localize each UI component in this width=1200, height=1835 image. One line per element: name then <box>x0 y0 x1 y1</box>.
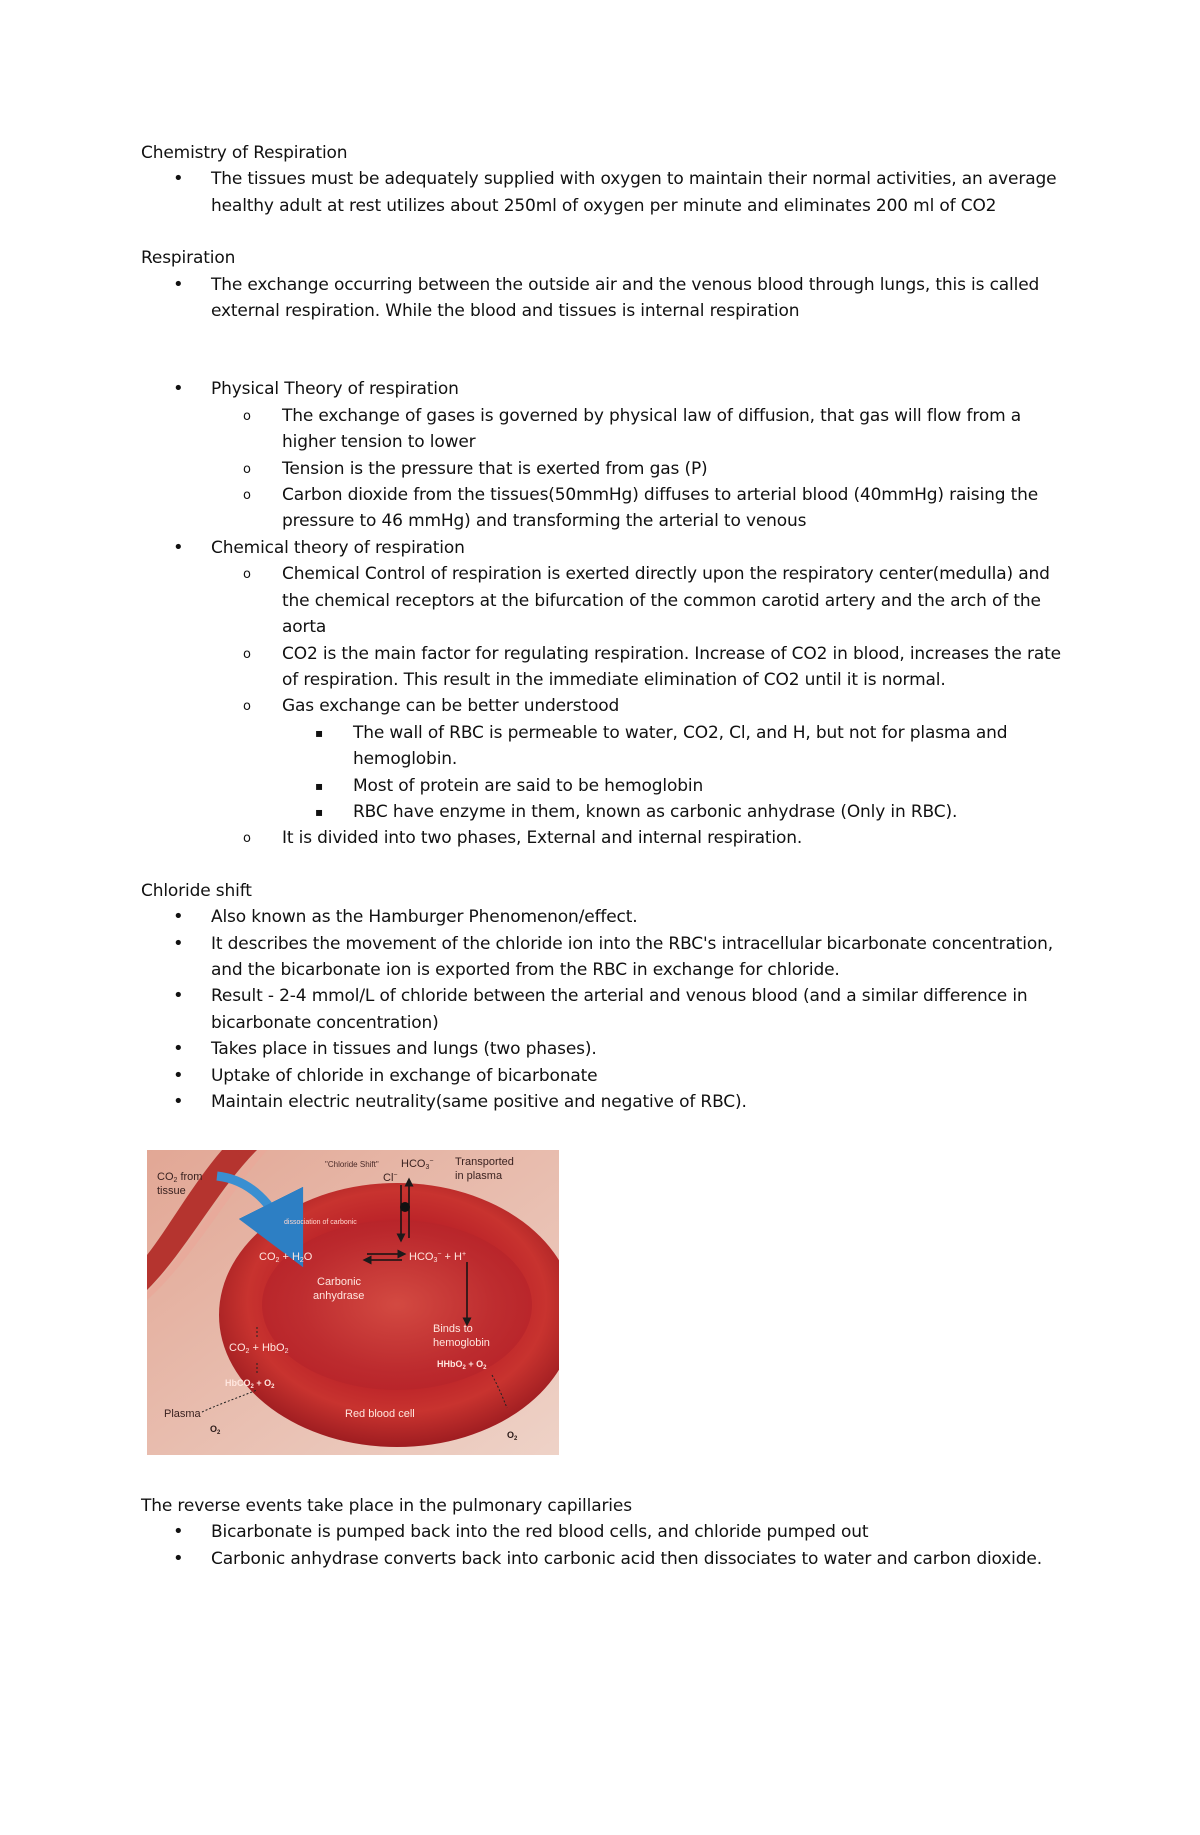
heading-chemistry-of-respiration: Chemistry of Respiration <box>141 143 348 163</box>
square-bullet: ▪ <box>315 804 323 819</box>
list-item: • The exchange occurring between the outside air and the venous blood through lungs, this is called external respiration. While the blood and tissues is internal respiration <box>173 273 1040 322</box>
list-item: • Maintain electric neutrality(same positive and negative of RBC). <box>141 1089 1071 1115</box>
chloride-shift-diagram <box>147 1150 559 1455</box>
cl-label: Cl− <box>383 1172 398 1184</box>
circle-bullet: o <box>243 699 251 715</box>
plasma-label: Plasma <box>164 1408 201 1420</box>
document-body-continued <box>141 1493 1071 1572</box>
bullet-dot: • <box>173 985 184 1007</box>
co2-from-tissue-label: CO2 from <box>157 1171 203 1184</box>
bullet-dot: • <box>173 906 184 928</box>
list-item: • Also known as the Hamburger Phenomenon/effect. <box>141 904 1071 930</box>
bullet-list <box>141 272 1071 325</box>
bullet-dot: • <box>173 1521 184 1543</box>
list-item: ▪ Most of protein are said to be hemoglobin <box>282 773 1071 799</box>
svg-text:anhydrase: anhydrase <box>313 1290 365 1302</box>
square-bullet: ▪ <box>315 778 323 793</box>
circle-bullet: o <box>243 488 251 504</box>
reaction-left: CO2 + H2O <box>259 1251 313 1264</box>
sub-list <box>211 403 1071 535</box>
list-item: o CO2 is the main factor for regulating respiration. Increase of CO2 in blood, increases the rate of respiration. This result in the immediate elimination of CO2 until it is normal. <box>243 643 1061 690</box>
list-item: • Chemical theory of respiration o Chemical Control of respiration is exerted directly upon the respiratory center(medulla) and the chemical receptors at the bifurcation of the common carotid artery and the arch of the aorta o CO2 is the main factor for regulating respiration. Increase of CO2 in blood, increases the rate of respiration. This result in the immediate elimination of CO2 until it is normal. o Gas exchange can be better understood ▪ The wall of RBC is permeable to water, CO2, Cl, and H, but not for plasma and hemoglobin. ▪ Most of protein are said to be hemoglobin ▪ RBC have enzyme in them, known as carbonic anhydrase (Only in RBC). o It is divided into two phases, External and internal respiration. <box>141 535 1071 852</box>
list-item: • Bicarbonate is pumped back into the red blood cells, and chloride pumped out <box>141 1519 1071 1545</box>
svg-text:hemoglobin: hemoglobin <box>433 1337 490 1349</box>
carbonic-anhydrase-label: Carbonic <box>317 1276 362 1288</box>
list-item: o Gas exchange can be better understood ▪ The wall of RBC is permeable to water, CO2, Cl, and H, but not for plasma and hemoglobin. ▪ Most of protein are said to be hemoglobin ▪ RBC have enzyme in them, known as carbonic anhydrase (Only in RBC). <box>211 693 1071 825</box>
co2-hbo2-label: CO2 + HbO2 <box>229 1342 289 1355</box>
bullet-dot: • <box>173 1064 184 1086</box>
list-item: o Tension is the pressure that is exerted from gas (P) <box>211 456 1071 482</box>
hhbo2-label: HHbO$_2$ + $O_2$ <box>437 1359 487 1371</box>
reaction-right: HCO3− + H+ <box>409 1251 467 1264</box>
list-item: • Result - 2-4 mmol/L of chloride between the arterial and venous blood (and a similar difference in bicarbonate concentration) <box>173 985 1028 1033</box>
exchanger-dot <box>400 1202 410 1212</box>
bullet-list <box>141 904 1071 1115</box>
bullet-dot: • <box>173 1038 184 1060</box>
red-blood-cell-label: Red blood cell <box>345 1408 415 1420</box>
bullet-dot: • <box>173 378 184 400</box>
circle-bullet: o <box>243 408 251 424</box>
list-item: o It is divided into two phases, External and internal respiration. <box>211 825 1071 851</box>
bullet-list <box>141 376 1071 851</box>
bullet-dot: • <box>173 932 184 954</box>
bullet-dot: • <box>173 1091 184 1112</box>
list-item: • The tissues must be adequately supplied with oxygen to maintain their normal activities, an average healthy adult at rest utilizes about 250ml of oxygen per minute and eliminates 200 ml of CO2 <box>173 168 1057 216</box>
circle-bullet: o <box>243 646 251 662</box>
circle-bullet: o <box>243 461 251 477</box>
circle-bullet: o <box>243 567 251 583</box>
list-item: • It describes the movement of the chloride ion into the RBC's intracellular bicarbonate concentration, and the bicarbonate ion is exported from the RBC in exchange for chloride. <box>173 932 1053 980</box>
chloride-shift-label: "Chloride Shift" <box>325 1160 379 1169</box>
list-item: o Carbon dioxide from the tissues(50mmHg) diffuses to arterial blood (40mmHg) raising the pressure to 46 mmHg) and transforming the arterial to venous <box>243 485 1039 532</box>
heading-reverse-events: The reverse events take place in the pulmonary capillaries <box>141 1496 632 1516</box>
list-item: • Carbonic anhydrase converts back into carbonic acid then dissociates to water and carbon dioxide. <box>141 1546 1071 1572</box>
bullet-list <box>141 166 1071 219</box>
o2-right-label: $O_2$ <box>507 1430 518 1442</box>
bullet-dot: • <box>173 1547 184 1569</box>
svg-text:tissue: tissue <box>157 1185 186 1197</box>
bullet-list <box>141 1519 1071 1572</box>
list-item: ▪ RBC have enzyme in them, known as carbonic anhydrase (Only in RBC). <box>282 799 1071 825</box>
svg-text:in plasma: in plasma <box>455 1170 503 1182</box>
sub-sub-list <box>282 720 1071 826</box>
transported-in-plasma-label: Transported <box>455 1156 514 1168</box>
list-item: ▪ The wall of RBC is permeable to water, CO2, Cl, and H, but not for plasma and hemoglobin. <box>282 720 1071 773</box>
list-item: • Takes place in tissues and lungs (two phases). <box>141 1036 1071 1062</box>
bullet-dot: • <box>173 536 184 558</box>
circle-bullet: o <box>243 831 251 847</box>
list-item: o Chemical Control of respiration is exerted directly upon the respiratory center(medulla) and the chemical receptors at the bifurcation of the common carotid artery and the arch of the aorta <box>243 564 1050 638</box>
sub-list <box>211 561 1071 851</box>
list-item: o The exchange of gases is governed by physical law of diffusion, that gas will flow from a higher tension to lower <box>243 405 1022 453</box>
bullet-dot: • <box>173 168 184 190</box>
bullet-dot: • <box>173 273 184 295</box>
list-item: • Uptake of chloride in exchange of bicarbonate <box>141 1063 1071 1089</box>
heading-respiration: Respiration <box>141 248 236 269</box>
hbco2-label: HbCO$_2$ + $O_2$ <box>225 1378 275 1390</box>
enzyme-caption: dissociation of carbonic <box>284 1219 357 1226</box>
hco3-label: HCO3− <box>401 1158 434 1171</box>
document-body <box>141 140 1071 1115</box>
o2-left-label: $O_2$ <box>210 1424 221 1436</box>
heading-chloride-shift: Chloride shift <box>141 880 252 901</box>
list-item: • Physical Theory of respiration o The exchange of gases is governed by physical law of diffusion, that gas will flow from a higher tension to lower o Tension is the pressure that is exerted from gas (P) o Carbon dioxide from the tissues(50mmHg) diffuses to arterial blood (40mmHg) raising the pressure to 46 mmHg) and transforming the arterial to venous <box>141 376 1071 534</box>
binds-to-hemoglobin-label: Binds to <box>433 1323 473 1335</box>
square-bullet: ▪ <box>315 725 323 740</box>
